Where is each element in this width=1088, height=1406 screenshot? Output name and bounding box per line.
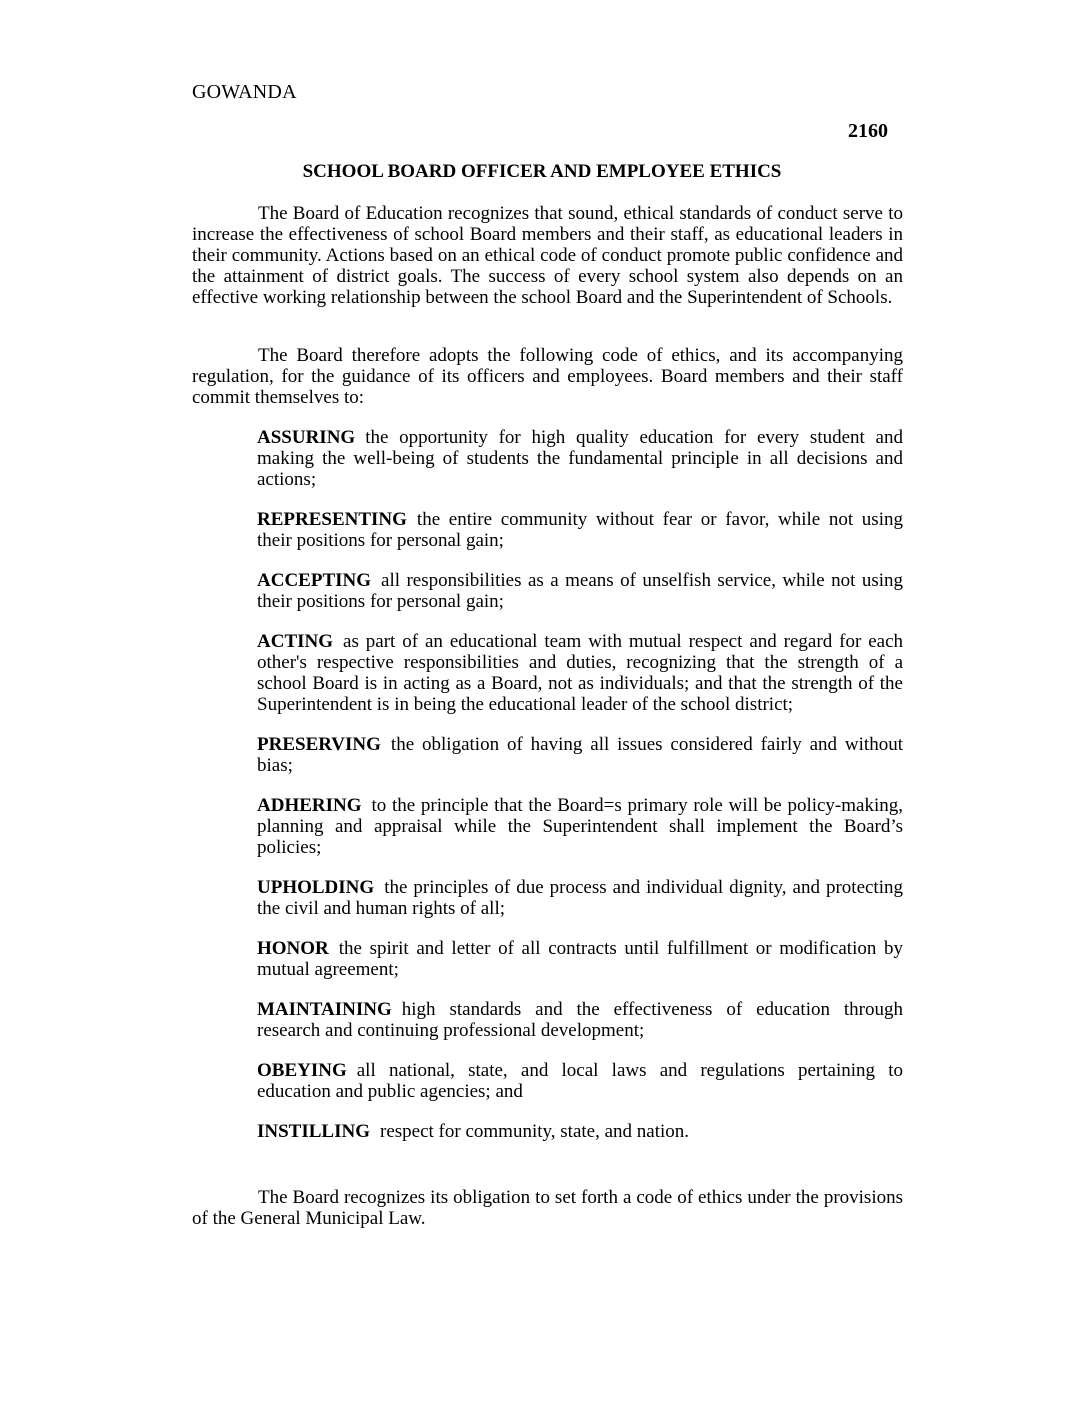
commitment-keyword: OBEYING — [257, 1060, 347, 1081]
commitment-text: the obligation of having all issues considered fairly and without bias; — [257, 734, 903, 776]
commitments-list — [257, 427, 903, 1161]
commitment-text: the entire community without fear or favor, while not using their positions for personal gain; — [257, 509, 903, 551]
commitment-keyword: HONOR — [257, 938, 329, 959]
commitment-item-instilling — [257, 1121, 903, 1142]
commitment-keyword: ACCEPTING — [257, 570, 372, 591]
commitment-item-acting — [257, 631, 903, 715]
district-name: GOWANDA — [192, 81, 297, 103]
commitment-text: high standards and the effectiveness of education through research and continuing professional development; — [257, 999, 903, 1041]
page-title: SCHOOL BOARD OFFICER AND EMPLOYEE ETHICS — [302, 161, 782, 182]
commitment-keyword: ACTING — [257, 631, 334, 652]
commitment-item-maintaining — [257, 999, 903, 1041]
commitment-text: the opportunity for high quality education for every student and making the well-being of students the fundamental principle in all decisions and actions; — [257, 427, 903, 490]
commitment-item-upholding — [257, 877, 903, 919]
commitment-keyword: PRESERVING — [257, 734, 381, 755]
commitment-keyword: UPHOLDING — [257, 877, 375, 898]
policy-number: 2160 — [848, 120, 888, 142]
commitment-text: to the principle that the Board=s primary role will be policy-making, planning and appraisal while the Superintendent shall implement the Board’s policies; — [257, 795, 903, 858]
commitment-keyword: INSTILLING — [257, 1121, 370, 1142]
commitment-text: the spirit and letter of all contracts until fulfillment or modification by mutual agreement; — [257, 938, 903, 980]
commitment-keyword: REPRESENTING — [257, 509, 407, 530]
commitment-item-adhering — [257, 795, 903, 858]
commitment-keyword: ASSURING — [257, 427, 356, 448]
commitment-text: as part of an educational team with mutual respect and regard for each other's respective responsibilities and duties, recognizing that the strength of a school Board is in acting as a Board, not as individuals; and that the strength of the Superintendent is in being the educational leader of the school district; — [257, 631, 903, 715]
commitment-keyword: ADHERING — [257, 795, 362, 816]
commitment-item-honor — [257, 938, 903, 980]
commitment-item-assuring — [257, 427, 903, 490]
commitment-item-accepting — [257, 570, 903, 612]
commitment-keyword: MAINTAINING — [257, 999, 392, 1020]
intro-paragraph: The Board of Education recognizes that sound, ethical standards of conduct serve to increase the effectiveness of school Board members and their staff, as educational leaders in their community. Actions based on an ethical code of conduct promote public confidence and the attainment of district goals. The success of every school system also depends on an effective working relationship between the school Board and the Superintendent of Schools. — [192, 203, 903, 308]
commitment-text: respect for community, state, and nation. — [380, 1121, 690, 1142]
commitment-item-representing — [257, 509, 903, 551]
closing-paragraph: The Board recognizes its obligation to set forth a code of ethics under the provisions of the General Municipal Law. — [192, 1187, 903, 1229]
commitment-text: the principles of due process and individual dignity, and protecting the civil and human rights of all; — [257, 877, 903, 919]
commitment-text: all national, state, and local laws and regulations pertaining to education and public agencies; and — [257, 1060, 903, 1102]
commitment-text: all responsibilities as a means of unselfish service, while not using their positions for personal gain; — [257, 570, 903, 612]
commitment-item-obeying — [257, 1060, 903, 1102]
commitment-item-preserving — [257, 734, 903, 776]
adopt-paragraph: The Board therefore adopts the following code of ethics, and its accompanying regulation, for the guidance of its officers and employees. Board members and their staff commit themselves to: — [192, 345, 903, 408]
